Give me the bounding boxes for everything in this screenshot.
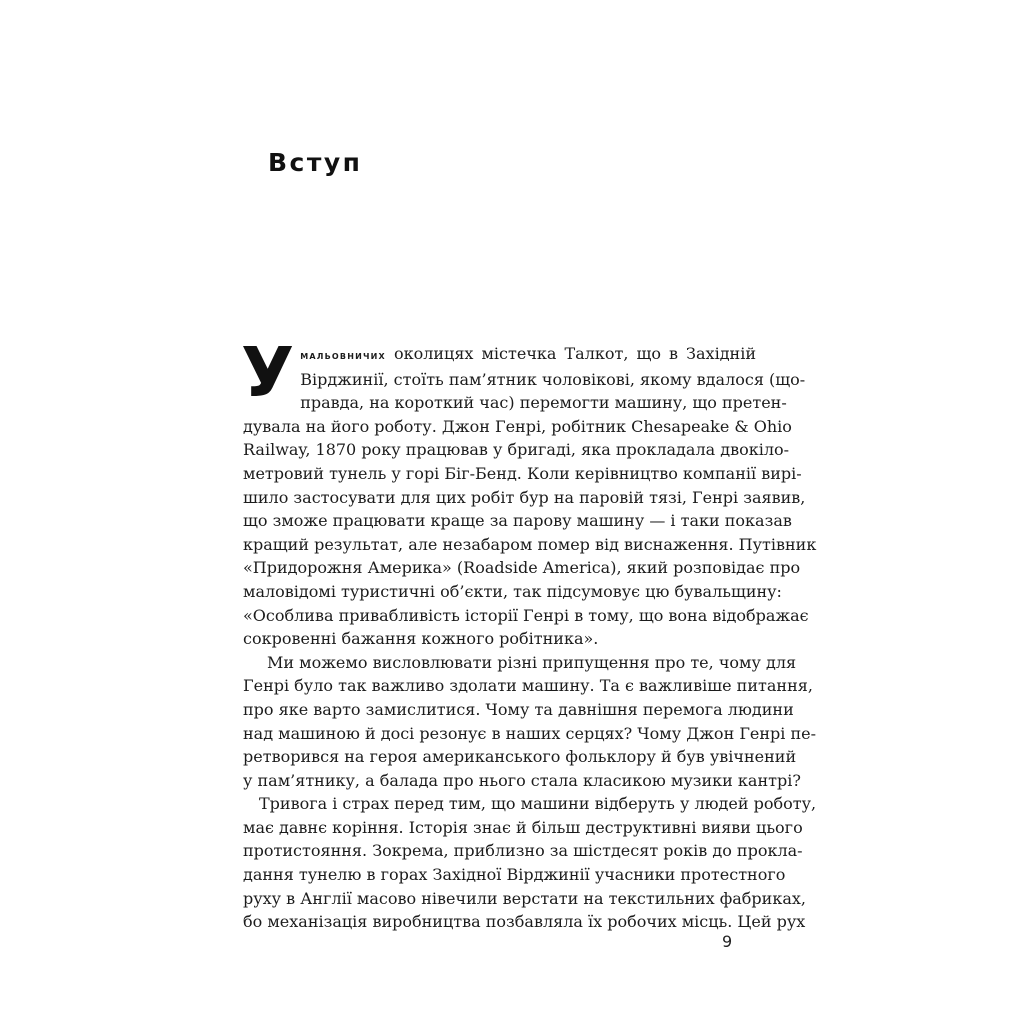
text-line: руху в Англії масово нівечили верстати на текстильних фабриках, bbox=[243, 888, 806, 908]
text-line: маловідомі туристичні об’єкти, так підсумовує цю бувальщину: bbox=[243, 581, 782, 601]
text-line: що зможе працювати краще за парову машину — і таки показав bbox=[243, 511, 792, 531]
text-line: над машиною й досі резонує в наших серцях? Чому Джон Генрі пе- bbox=[243, 723, 817, 743]
text-line: «Особлива привабливість історії Генрі в тому, що вона відображає bbox=[243, 605, 809, 625]
drop-cap: У bbox=[241, 333, 295, 413]
text-line: кращий результат, але незабаром помер від виснаження. Путівник bbox=[243, 534, 817, 554]
text-line: Ми можемо висловлювати різні припущення про те, чому для bbox=[267, 652, 797, 672]
page-number: 9 bbox=[722, 932, 733, 951]
text-line: Вірджинії, стоїть пам’ятник чоловікові, якому вдалося (що- bbox=[300, 369, 806, 389]
text-line: дувала на його роботу. Джон Генрі, робітник Chesapeake & Ohio bbox=[243, 416, 792, 436]
text-line: про яке варто замислитися. Чому та давнішня перемога людини bbox=[243, 699, 794, 719]
body-text bbox=[241, 333, 817, 934]
text-line bbox=[243, 342, 756, 368]
lead-in-word: мальовничих bbox=[300, 348, 386, 362]
text-line: Тривога і страх перед тим, що машини відберуть у людей роботу, bbox=[259, 794, 817, 814]
text-line: шило застосувати для цих робіт бур на паровій тязі, Генрі заявив, bbox=[243, 487, 806, 507]
text-line: Генрі було так важливо здолати машину. Та є важливіше питання, bbox=[243, 676, 813, 696]
text-line: протистояння. Зокрема, приблизно за шістдесят років до прокла- bbox=[243, 841, 803, 861]
text-line: дання тунелю в горах Західної Вірджинії учасники протестного bbox=[243, 865, 786, 885]
text-line: Railway, 1870 року працював у бригаді, яка прокладала двокіло- bbox=[243, 440, 790, 460]
paragraph bbox=[243, 792, 817, 934]
text-line: сокровенні бажання кожного робітника». bbox=[243, 629, 599, 649]
text-segment: околицях містечка Талкот, що в Західній bbox=[385, 344, 756, 363]
text-line: ретворився на героя американського фольклору й був увічнений bbox=[243, 747, 797, 767]
text-line: у пам’ятнику, а балада про нього стала класикою музики кантрі? bbox=[243, 770, 801, 790]
text-line: бо механізація виробництва позбавляла їх робочих місць. Цей рух bbox=[243, 912, 806, 932]
paragraph bbox=[243, 651, 817, 793]
text-line: «Придорожня Америка» (Roadside America), який розповідає про bbox=[243, 558, 801, 578]
chapter-title: Вступ bbox=[268, 148, 363, 177]
text-line: метровий тунель у горі Біг-Бенд. Коли керівництво компанії вирі- bbox=[243, 463, 802, 483]
intro-paragraph bbox=[241, 333, 817, 651]
text-line: має давнє коріння. Історія знає й більш деструктивні вияви цього bbox=[243, 817, 803, 837]
text-line: правда, на короткий час) перемогти машину, що претен- bbox=[300, 393, 787, 413]
